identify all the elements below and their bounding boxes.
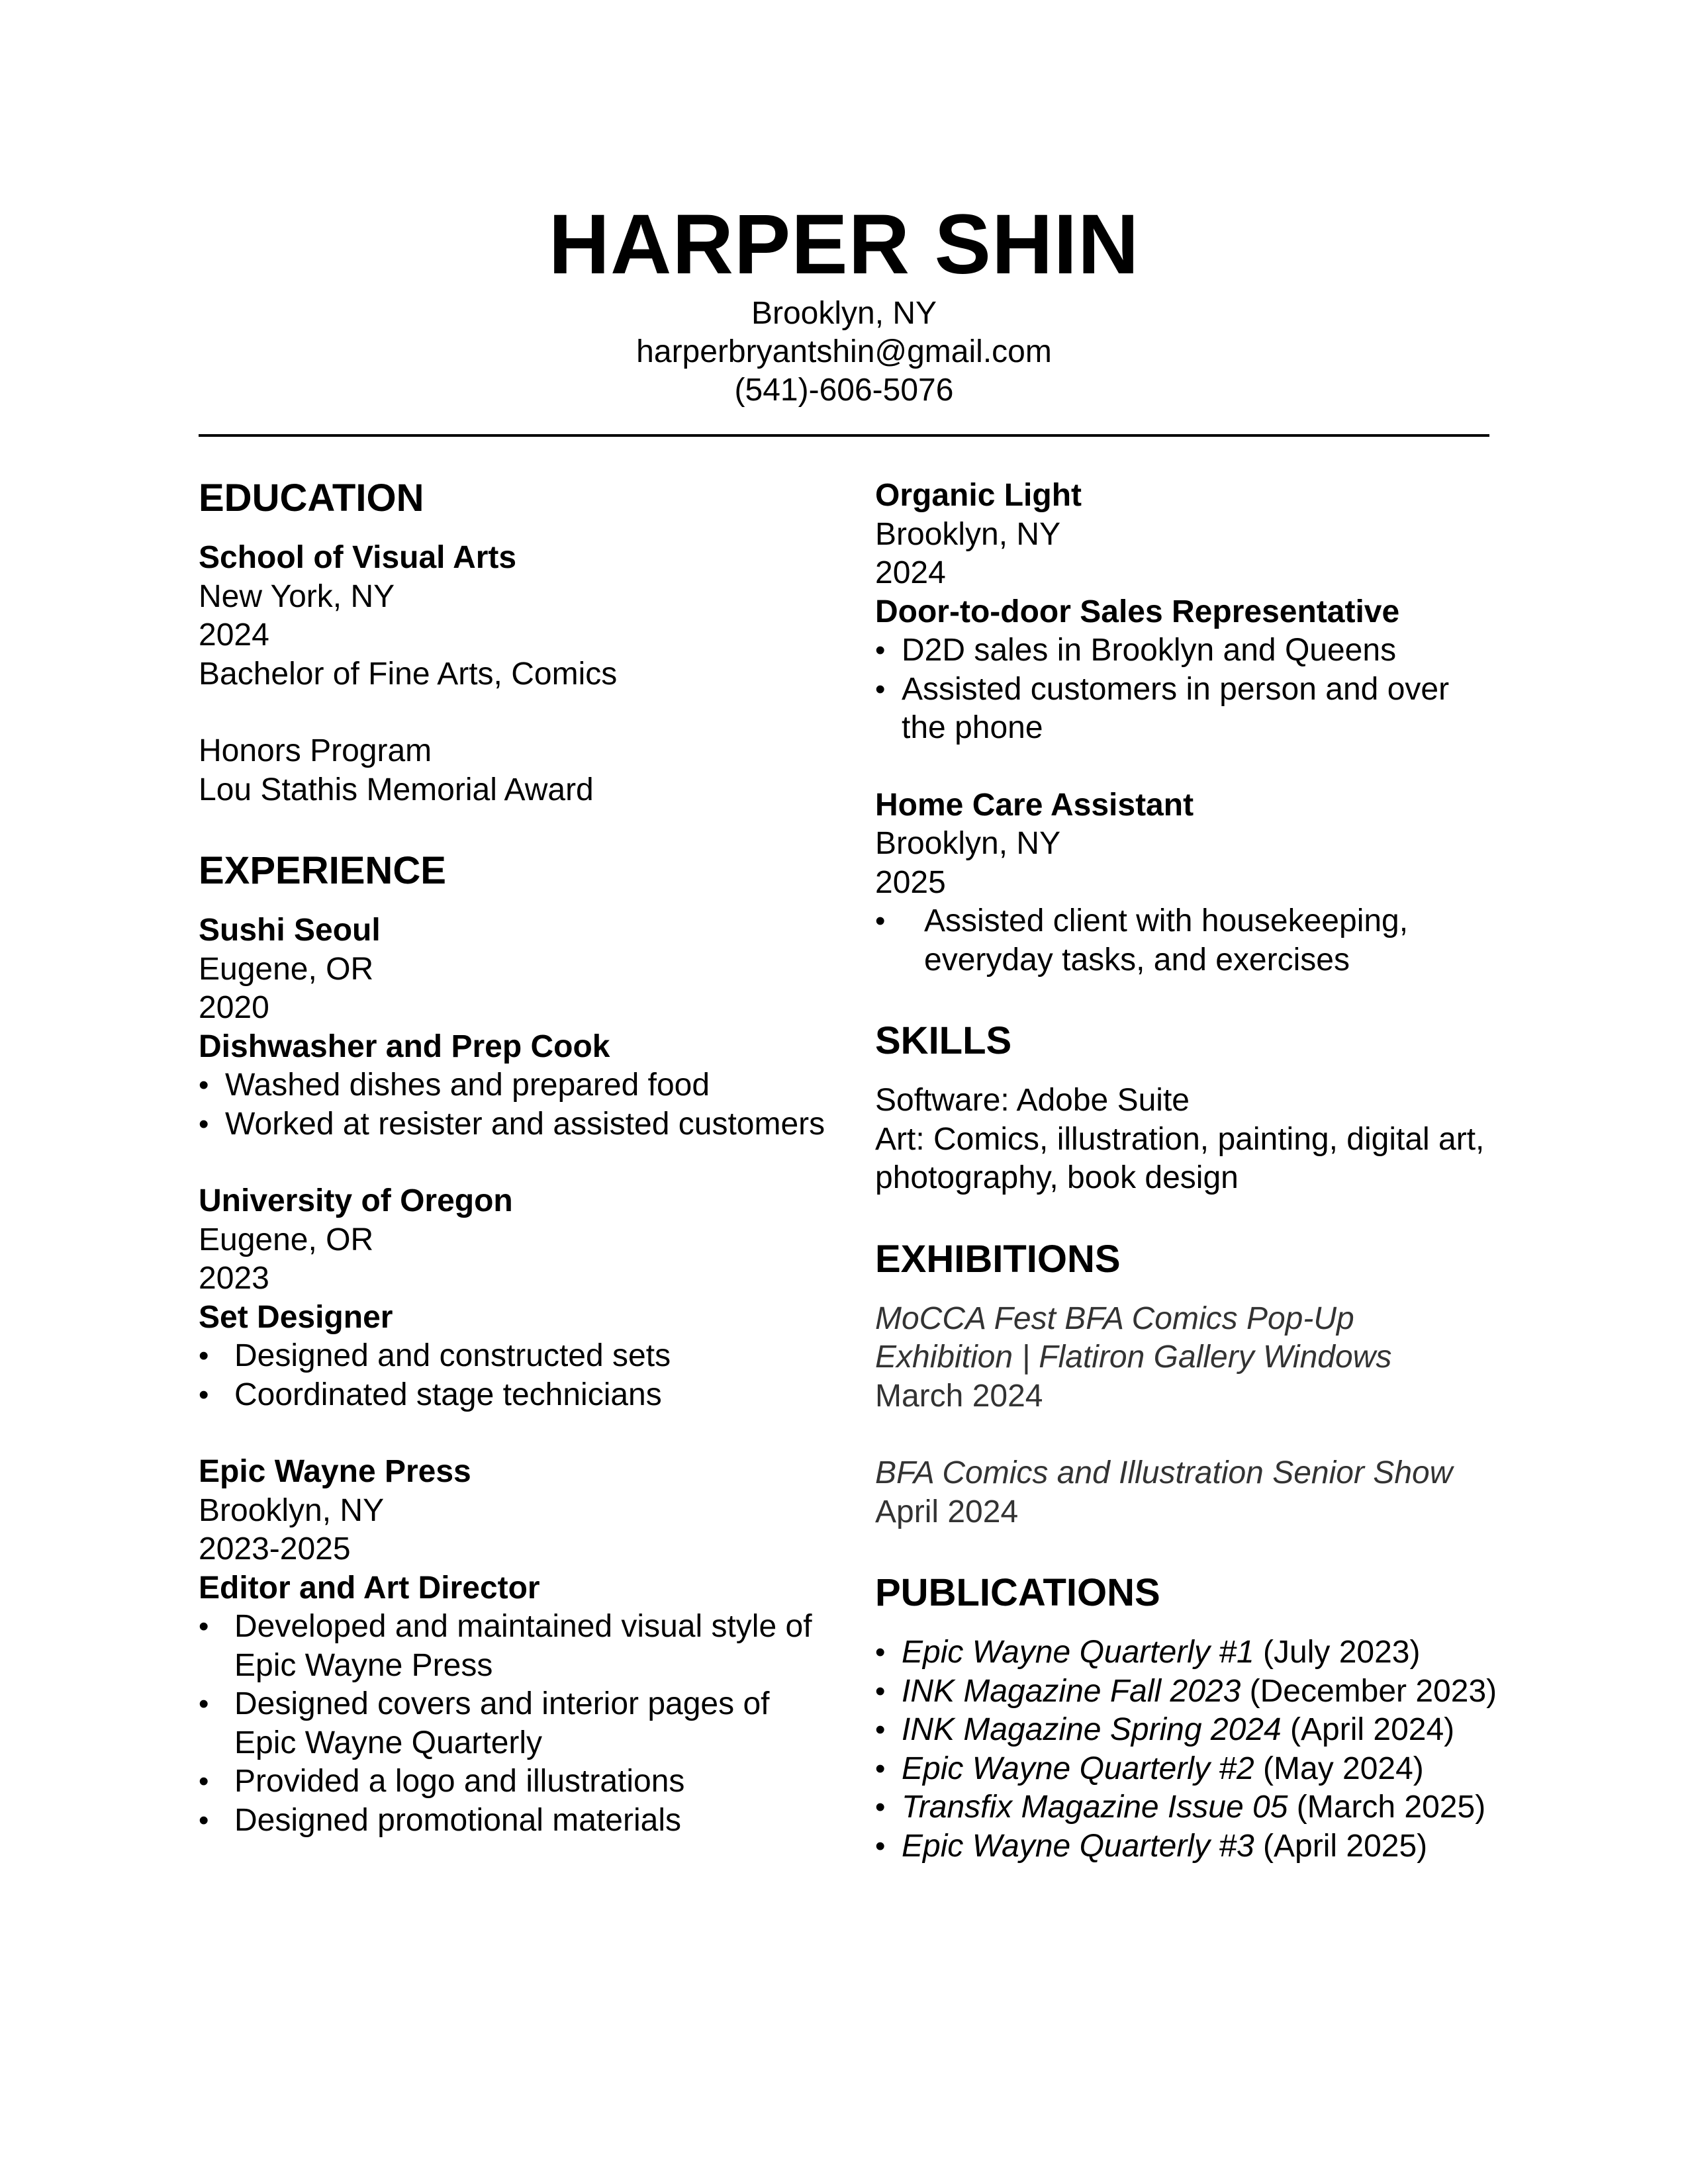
school-year: 2024 bbox=[199, 617, 269, 653]
degree: Bachelor of Fine Arts, Comics bbox=[199, 656, 618, 692]
publication-title: Epic Wayne Quarterly #3 bbox=[902, 1828, 1254, 1864]
job-year: 2023 bbox=[199, 1261, 269, 1296]
school-location: New York, NY bbox=[199, 578, 395, 614]
publication-date: (July 2023) bbox=[1254, 1635, 1421, 1670]
exhibitions-heading: EXHIBITIONS bbox=[875, 1237, 1121, 1281]
job-bullet: • Washed dishes and prepared food bbox=[199, 1066, 834, 1105]
skills-heading: SKILLS bbox=[875, 1019, 1012, 1062]
job-title: Door-to-door Sales Representative bbox=[875, 594, 1400, 629]
exhibition-entry bbox=[875, 1454, 1497, 1531]
job-bullet: • Designed and constructed sets bbox=[199, 1337, 834, 1376]
publication-item bbox=[875, 1827, 1497, 1866]
job-location: Brooklyn, NY bbox=[199, 1492, 385, 1528]
job-bullet: • Developed and maintained visual style of Epic Wayne Press bbox=[199, 1608, 834, 1685]
job-bullet: • Coordinated stage technicians bbox=[199, 1376, 834, 1415]
skills-entry bbox=[875, 1081, 1497, 1198]
honor-item: Honors Program bbox=[199, 733, 432, 768]
job-year: 2024 bbox=[875, 555, 946, 590]
contact-phone: (541)-606-5076 bbox=[734, 373, 954, 408]
publication-date: (April 2025) bbox=[1254, 1828, 1428, 1864]
exhibition-date: April 2024 bbox=[875, 1494, 1019, 1529]
job-employer: Organic Light bbox=[875, 478, 1082, 513]
job-bullet: • D2D sales in Brooklyn and Queens bbox=[875, 631, 1497, 670]
job-bullet: • Designed promotional materials bbox=[199, 1801, 834, 1841]
job-location: Eugene, OR bbox=[199, 951, 374, 987]
school-name: School of Visual Arts bbox=[199, 540, 517, 575]
publication-date: (March 2025) bbox=[1288, 1790, 1486, 1825]
publication-item bbox=[875, 1672, 1497, 1711]
exhibition-entry bbox=[875, 1300, 1497, 1416]
right-column bbox=[875, 477, 1497, 1866]
publication-date: (December 2023) bbox=[1241, 1673, 1497, 1709]
contact-email: harperbryantshin@gmail.com bbox=[636, 334, 1052, 369]
publication-date: (April 2024) bbox=[1281, 1712, 1455, 1747]
job-year: 2023-2025 bbox=[199, 1531, 351, 1567]
job-employer: Sushi Seoul bbox=[199, 913, 381, 948]
left-column bbox=[199, 463, 834, 1840]
publications-heading: PUBLICATIONS bbox=[875, 1571, 1160, 1614]
job-entry bbox=[199, 1453, 834, 1840]
job-year: 2020 bbox=[199, 990, 269, 1025]
job-bullet: • Assisted customers in person and over the phone bbox=[875, 670, 1497, 748]
resume-header bbox=[0, 195, 1688, 410]
exhibition-title: MoCCA Fest BFA Comics Pop-Up Exhibition | Flatiron Gallery Windows bbox=[875, 1300, 1392, 1375]
publication-title: INK Magazine Fall 2023 bbox=[902, 1673, 1241, 1709]
job-employer: Epic Wayne Press bbox=[199, 1454, 471, 1489]
publication-item bbox=[875, 1711, 1497, 1750]
job-title: Editor and Art Director bbox=[199, 1570, 540, 1606]
job-title: Set Designer bbox=[199, 1299, 393, 1335]
education-entry bbox=[199, 539, 834, 809]
publication-title: INK Magazine Spring 2024 bbox=[902, 1712, 1282, 1747]
publication-title: Transfix Magazine Issue 05 bbox=[902, 1790, 1288, 1825]
publication-title: Epic Wayne Quarterly #1 bbox=[902, 1635, 1254, 1670]
job-bullet: • Assisted client with housekeeping, everyday tasks, and exercises bbox=[875, 902, 1497, 979]
publications-list bbox=[875, 1633, 1497, 1866]
exhibition-title: BFA Comics and Illustration Senior Show bbox=[875, 1455, 1453, 1490]
publication-item bbox=[875, 1633, 1497, 1672]
job-location: Brooklyn, NY bbox=[875, 826, 1061, 861]
job-location: Brooklyn, NY bbox=[875, 516, 1061, 552]
header-divider bbox=[199, 434, 1489, 437]
job-year: 2025 bbox=[875, 864, 946, 900]
skills-line: Art: Comics, illustration, painting, digital art, photography, book design bbox=[875, 1121, 1485, 1195]
job-employer: Home Care Assistant bbox=[875, 787, 1194, 823]
skills-line: Software: Adobe Suite bbox=[875, 1083, 1190, 1118]
publication-title: Epic Wayne Quarterly #2 bbox=[902, 1751, 1254, 1786]
experience-heading: EXPERIENCE bbox=[199, 849, 446, 892]
honor-item: Lou Stathis Memorial Award bbox=[199, 772, 594, 807]
job-entry bbox=[199, 911, 834, 1144]
education-heading: EDUCATION bbox=[199, 477, 424, 520]
job-title: Dishwasher and Prep Cook bbox=[199, 1028, 610, 1064]
exhibition-date: March 2024 bbox=[875, 1378, 1043, 1414]
publication-item bbox=[875, 1750, 1497, 1789]
contact-location: Brooklyn, NY bbox=[751, 296, 937, 331]
job-entry bbox=[875, 786, 1497, 980]
job-entry bbox=[199, 1182, 834, 1414]
job-employer: University of Oregon bbox=[199, 1183, 513, 1218]
job-location: Eugene, OR bbox=[199, 1222, 374, 1257]
publication-date: (May 2024) bbox=[1254, 1751, 1424, 1786]
candidate-name: HARPER SHIN bbox=[548, 197, 1140, 292]
job-bullet: • Worked at resister and assisted customers bbox=[199, 1105, 834, 1144]
job-entry bbox=[875, 477, 1497, 748]
publication-item bbox=[875, 1788, 1497, 1827]
job-bullet: • Provided a logo and illustrations bbox=[199, 1762, 834, 1801]
job-bullet: • Designed covers and interior pages of Epic Wayne Quarterly bbox=[199, 1685, 834, 1762]
